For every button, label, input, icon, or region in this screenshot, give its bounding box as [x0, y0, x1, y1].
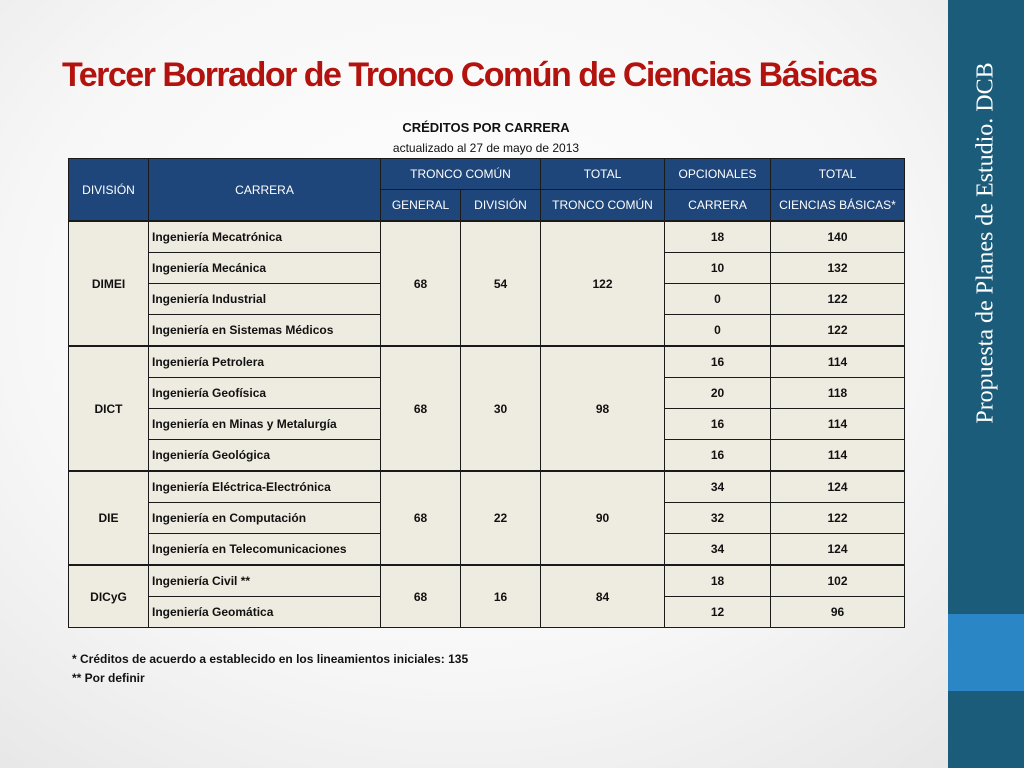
- optional-credits-cell: 12: [665, 597, 771, 628]
- general-credits-cell: 68: [381, 346, 461, 471]
- optional-credits-cell: 10: [665, 253, 771, 284]
- division-cell: DICT: [69, 346, 149, 471]
- optional-credits-cell: 34: [665, 534, 771, 566]
- table-row: [69, 565, 905, 597]
- career-cell: Ingeniería en Minas y Metalurgía: [149, 409, 381, 440]
- page-title: Tercer Borrador de Tronco Común de Ciencias Básicas: [62, 56, 877, 94]
- footnote-pending: ** Por definir: [72, 671, 145, 685]
- total-cb-cell: 114: [771, 346, 905, 378]
- footnote-credits: * Créditos de acuerdo a establecido en los lineamientos iniciales: 135: [72, 652, 469, 666]
- career-cell: Ingeniería Civil **: [149, 565, 381, 597]
- career-cell: Ingeniería en Sistemas Médicos: [149, 315, 381, 347]
- total-cb-cell: 122: [771, 284, 905, 315]
- table-row: [69, 346, 905, 378]
- optional-credits-cell: 32: [665, 503, 771, 534]
- career-cell: Ingeniería Mecatrónica: [149, 221, 381, 253]
- table-row: [69, 471, 905, 503]
- total-cb-cell: 140: [771, 221, 905, 253]
- header-general: GENERAL: [381, 190, 461, 222]
- table-subtitle: actualizado al 27 de mayo de 2013: [392, 141, 580, 155]
- optional-credits-cell: 18: [665, 221, 771, 253]
- optional-credits-cell: 0: [665, 315, 771, 347]
- header-division-sub: DIVISIÓN: [461, 190, 541, 222]
- header-total-cb: TOTAL: [771, 159, 905, 190]
- division-credits-cell: 22: [461, 471, 541, 565]
- optional-credits-cell: 34: [665, 471, 771, 503]
- header-total-cb-sub: CIENCIAS BÁSICAS*: [771, 190, 905, 222]
- general-credits-cell: 68: [381, 221, 461, 346]
- table-title: CRÉDITOS POR CARRERA: [402, 120, 570, 135]
- division-credits-cell: 30: [461, 346, 541, 471]
- career-cell: Ingeniería Mecánica: [149, 253, 381, 284]
- footnotes: [72, 650, 468, 688]
- division-credits-cell: 54: [461, 221, 541, 346]
- total-tronco-cell: 84: [541, 565, 665, 628]
- division-cell: DIMEI: [69, 221, 149, 346]
- career-cell: Ingeniería en Telecomunicaciones: [149, 534, 381, 566]
- header-carrera: CARRERA: [149, 159, 381, 222]
- credits-table: [68, 158, 905, 628]
- optional-credits-cell: 16: [665, 409, 771, 440]
- division-cell: DIE: [69, 471, 149, 565]
- header-total-sub: TRONCO COMÚN: [541, 190, 665, 222]
- total-cb-cell: 102: [771, 565, 905, 597]
- career-cell: Ingeniería en Computación: [149, 503, 381, 534]
- optional-credits-cell: 16: [665, 346, 771, 378]
- header-opcionales-sub: CARRERA: [665, 190, 771, 222]
- total-cb-cell: 132: [771, 253, 905, 284]
- sidebar-accent-stripe: [948, 614, 1024, 691]
- total-cb-cell: 114: [771, 409, 905, 440]
- general-credits-cell: 68: [381, 471, 461, 565]
- total-cb-cell: 118: [771, 378, 905, 409]
- optional-credits-cell: 16: [665, 440, 771, 472]
- total-cb-cell: 114: [771, 440, 905, 472]
- career-cell: Ingeniería Eléctrica-Electrónica: [149, 471, 381, 503]
- career-cell: Ingeniería Geológica: [149, 440, 381, 472]
- optional-credits-cell: 0: [665, 284, 771, 315]
- table-row: [69, 221, 905, 253]
- table-body: [69, 221, 905, 628]
- total-tronco-cell: 98: [541, 346, 665, 471]
- header-total: TOTAL: [541, 159, 665, 190]
- header-opcionales: OPCIONALES: [665, 159, 771, 190]
- division-cell: DICyG: [69, 565, 149, 628]
- total-cb-cell: 122: [771, 503, 905, 534]
- career-cell: Ingeniería Industrial: [149, 284, 381, 315]
- career-cell: Ingeniería Petrolera: [149, 346, 381, 378]
- career-cell: Ingeniería Geomática: [149, 597, 381, 628]
- total-tronco-cell: 122: [541, 221, 665, 346]
- table-header: [69, 159, 905, 222]
- optional-credits-cell: 18: [665, 565, 771, 597]
- total-cb-cell: 124: [771, 534, 905, 566]
- general-credits-cell: 68: [381, 565, 461, 628]
- total-tronco-cell: 90: [541, 471, 665, 565]
- total-cb-cell: 96: [771, 597, 905, 628]
- header-division: DIVISIÓN: [69, 159, 149, 222]
- total-cb-cell: 122: [771, 315, 905, 347]
- division-credits-cell: 16: [461, 565, 541, 628]
- total-cb-cell: 124: [771, 471, 905, 503]
- optional-credits-cell: 20: [665, 378, 771, 409]
- career-cell: Ingeniería Geofísica: [149, 378, 381, 409]
- header-tronco-comun: TRONCO COMÚN: [381, 159, 541, 190]
- sidebar-caption: Propuesta de Planes de Estudio. DCB: [972, 62, 999, 424]
